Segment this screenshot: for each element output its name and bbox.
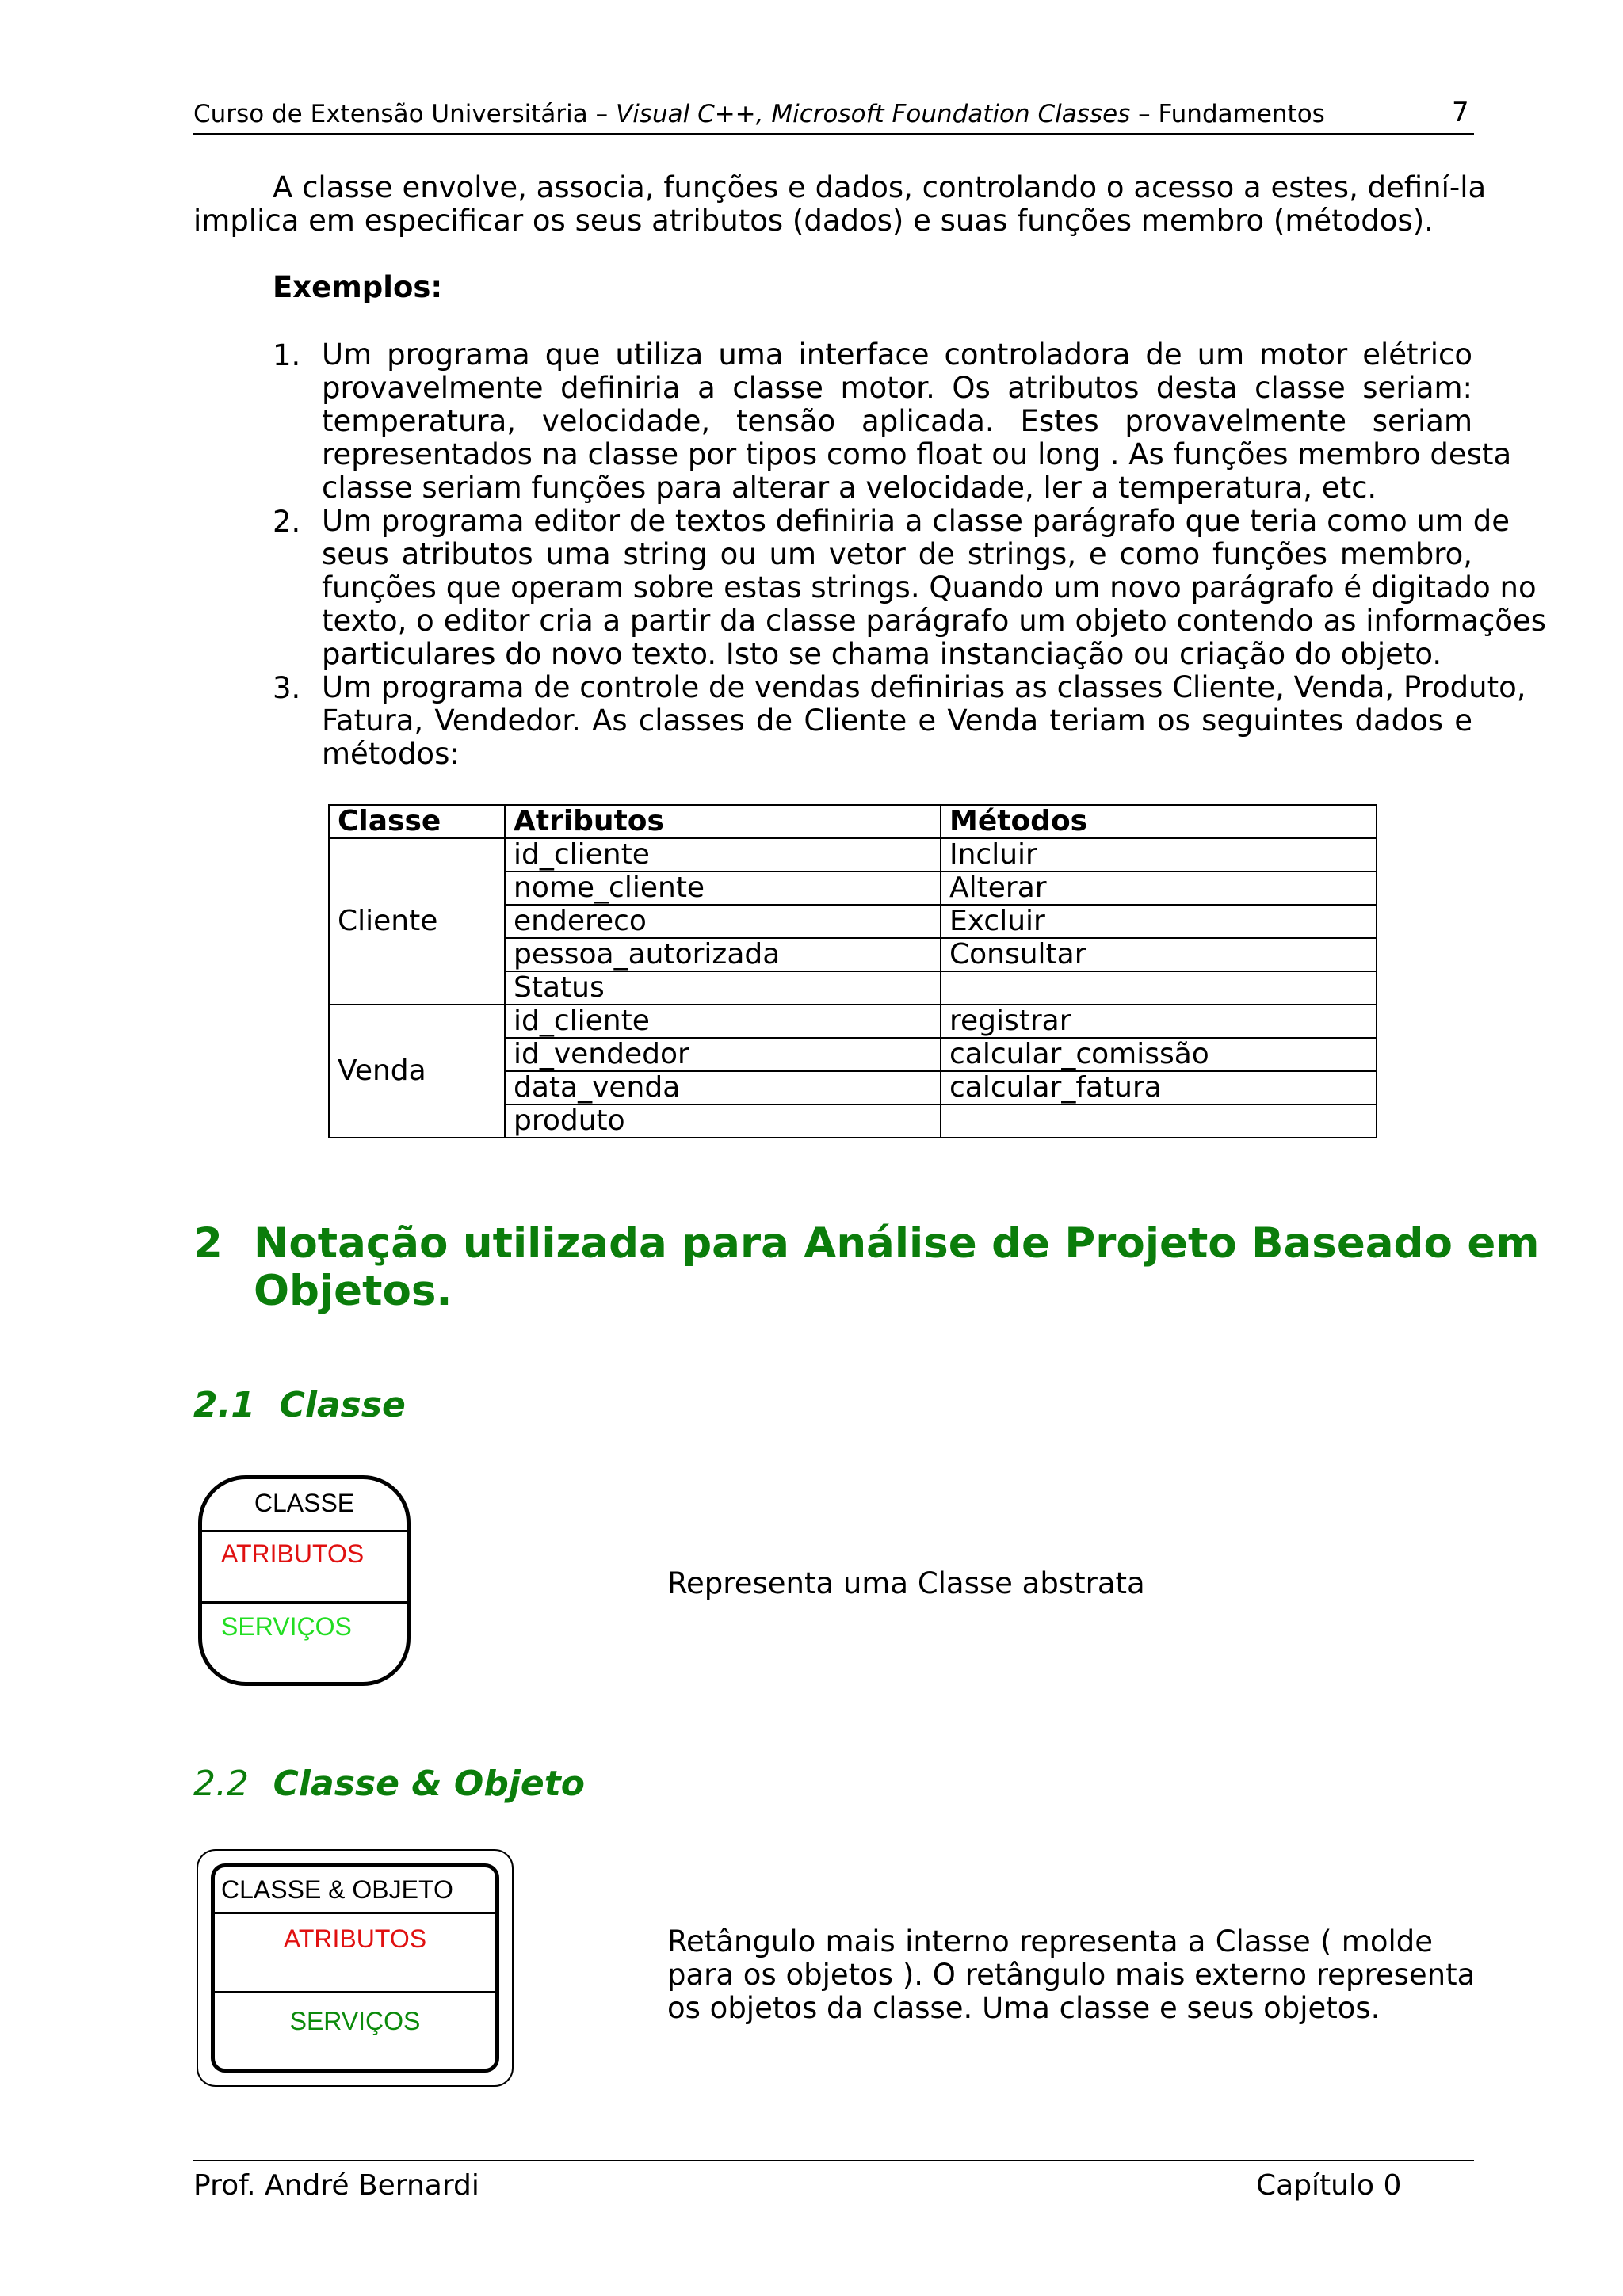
- list-item-line: classe seriam funções para alterar a velocidade, ler a temperatura, etc.: [322, 471, 1377, 505]
- class-object-box-divider: [215, 1912, 495, 1914]
- list-item-line: métodos:: [322, 737, 460, 771]
- table-cell: id_cliente: [505, 838, 941, 871]
- class-box-divider: [202, 1530, 407, 1532]
- class-box-title: CLASSE: [254, 1489, 355, 1517]
- list-item-line: Um programa de controle de vendas definirias as classes Cliente, Venda, Produto,: [322, 670, 1526, 704]
- list-item-line: Um programa que utiliza uma interface controladora de um motor elétrico: [322, 338, 1472, 372]
- table-cell: Alterar: [941, 871, 1377, 905]
- section-2-number: 2: [193, 1219, 223, 1268]
- table-cell: registrar: [941, 1005, 1377, 1038]
- class-box-divider: [202, 1601, 407, 1604]
- table-cell: [941, 1104, 1377, 1138]
- table-cell: Incluir: [941, 838, 1377, 871]
- table-cell: id_cliente: [505, 1005, 941, 1038]
- class-object-box-attributes: ATRIBUTOS: [283, 1924, 427, 1953]
- section-2-1-number: 2.1: [193, 1385, 255, 1425]
- list-item-line: temperatura, velocidade, tensão aplicada. Estes provavelmente seriam: [322, 404, 1472, 438]
- section-2-2-title: Classe & Objeto: [273, 1764, 586, 1804]
- intro-line-1: A classe envolve, associa, funções e dados, controlando o acesso a estes, definí-la: [273, 170, 1487, 204]
- table-cell: data_venda: [505, 1071, 941, 1104]
- footer-rule: [193, 2160, 1474, 2161]
- list-item-line: representados na classe por tipos como float ou long . As funções membro desta: [322, 437, 1512, 471]
- table-cell: calcular_fatura: [941, 1071, 1377, 1104]
- page-number: 7: [1452, 97, 1469, 128]
- header-rule: [193, 133, 1474, 135]
- table-header-cell: Métodos: [941, 805, 1377, 838]
- class-object-box-divider: [215, 1991, 495, 1993]
- list-item-line: Fatura, Vendedor. As classes de Cliente e Venda teriam os seguintes dados e: [322, 704, 1472, 738]
- list-item-number: 2.: [273, 505, 301, 539]
- table-cell: [941, 971, 1377, 1005]
- examples-heading: Exemplos:: [273, 270, 443, 304]
- list-item-line: texto, o editor cria a partir da classe parágrafo um objeto contendo as informações: [322, 604, 1546, 638]
- table-cell: Excluir: [941, 905, 1377, 938]
- class-box-attributes: ATRIBUTOS: [221, 1539, 365, 1568]
- class-object-notation-box: [197, 1849, 514, 2087]
- table-cell: produto: [505, 1104, 941, 1138]
- table-cell: endereco: [505, 905, 941, 938]
- classes-table: [328, 804, 1377, 1138]
- class-description: Representa uma Classe abstrata: [667, 1566, 1145, 1600]
- footer-chapter: Capítulo 0: [1256, 2169, 1402, 2202]
- table-cell: nome_cliente: [505, 871, 941, 905]
- header-suffix: – Fundamentos: [1130, 100, 1325, 128]
- section-2-1-title: Classe: [279, 1385, 406, 1425]
- list-item-line: funções que operam sobre estas strings. Quando um novo parágrafo é digitado no: [322, 570, 1537, 605]
- table-cell: id_vendedor: [505, 1038, 941, 1071]
- intro-line-2: implica em especificar os seus atributos (dados) e suas funções membro (métodos).: [193, 204, 1434, 238]
- list-item-line: seus atributos uma string ou um vetor de strings, e como funções membro,: [322, 537, 1472, 571]
- class-object-box-services: SERVIÇOS: [289, 2007, 421, 2035]
- table-row: [329, 838, 1377, 871]
- running-header: [193, 100, 1325, 128]
- class-notation-box: [198, 1475, 411, 1686]
- section-2-1-heading: [193, 1385, 406, 1425]
- table-header-cell: Classe: [329, 805, 505, 838]
- table-header-row: [329, 805, 1377, 838]
- table-row: [329, 1005, 1377, 1038]
- header-prefix: Curso de Extensão Universitária –: [193, 100, 616, 128]
- class-object-box-title: CLASSE & OBJETO: [221, 1875, 453, 1904]
- section-2-2-heading: [193, 1764, 585, 1804]
- table-cell: calcular_comissão: [941, 1038, 1377, 1071]
- class-object-description-line: os objetos da classe. Uma classe e seus objetos.: [667, 1991, 1381, 2025]
- table-cell: Consultar: [941, 938, 1377, 971]
- list-item-number: 3.: [273, 671, 301, 705]
- table-class-cell: Venda: [329, 1005, 505, 1138]
- table-header-cell: Atributos: [505, 805, 941, 838]
- list-item-line: provavelmente definiria a classe motor. Os atributos desta classe seriam:: [322, 371, 1472, 405]
- section-2-2-number: 2.2: [193, 1764, 249, 1804]
- list-item-line: Um programa editor de textos definiria a classe parágrafo que teria como um de: [322, 504, 1510, 538]
- list-item-line: particulares do novo texto. Isto se chama instanciação ou criação do objeto.: [322, 637, 1442, 671]
- list-item-number: 1.: [273, 338, 301, 372]
- class-object-description-line: para os objetos ). O retângulo mais externo representa: [667, 1958, 1476, 1992]
- table-cell: pessoa_autorizada: [505, 938, 941, 971]
- class-box-services: SERVIÇOS: [221, 1612, 352, 1641]
- section-2-title-line-2: Objetos.: [254, 1267, 453, 1315]
- class-object-inner-box: [211, 1863, 499, 2073]
- class-object-description-line: Retângulo mais interno representa a Classe ( molde: [667, 1924, 1433, 1958]
- table-cell: Status: [505, 971, 941, 1005]
- table-class-cell: Cliente: [329, 838, 505, 1005]
- header-italic: Visual C++, Microsoft Foundation Classes: [615, 100, 1131, 128]
- footer-author: Prof. André Bernardi: [193, 2169, 479, 2202]
- section-2-title-line-1: Notação utilizada para Análise de Projeto Baseado em: [254, 1219, 1540, 1268]
